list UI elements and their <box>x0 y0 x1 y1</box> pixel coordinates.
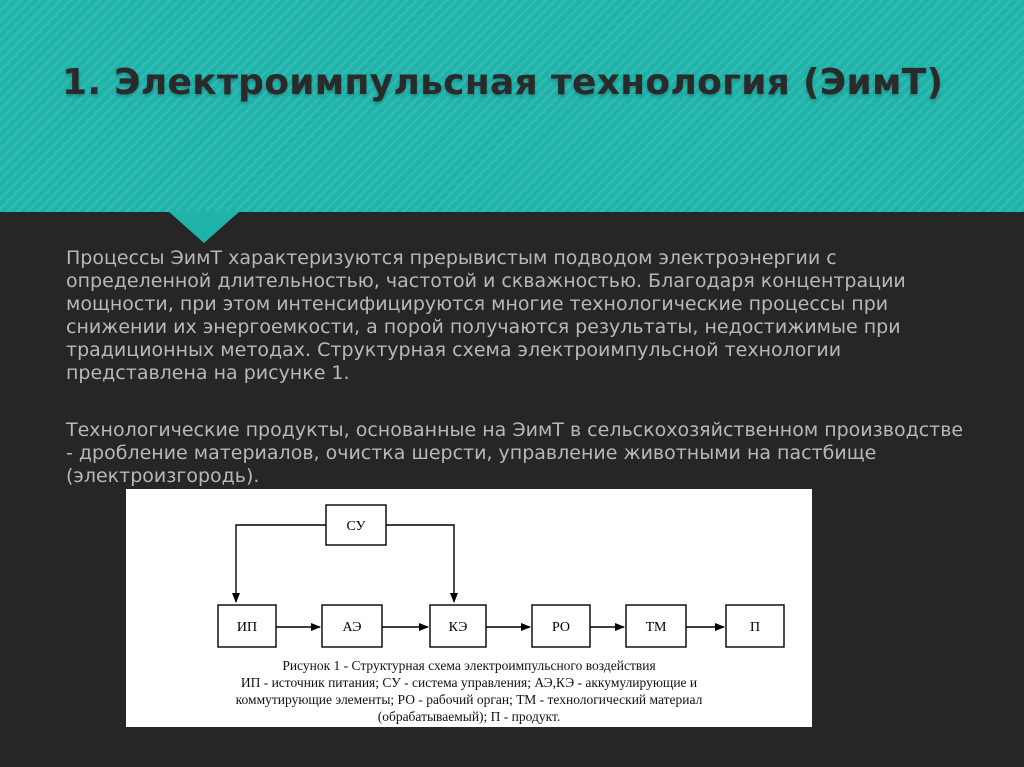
structure-diagram-figure <box>126 489 812 727</box>
block-tm <box>626 605 686 647</box>
svg-text:ИП: ИП <box>236 620 258 635</box>
paragraph-products: Технологические продукты, основанные на ЭимТ в сельскохозяйственном производстве - дробление материалов, очистка шерсти, управление животными на пастбище (электроизгородь). <box>66 419 964 487</box>
svg-text:АЭ: АЭ <box>342 620 362 635</box>
svg-text:П: П <box>749 620 761 635</box>
block-ip <box>218 605 276 647</box>
block-ae <box>322 605 382 647</box>
caption-line-2: ИП - источник питания; СУ - система управления; АЭ,КЭ - аккумулирующие и <box>240 675 698 690</box>
svg-text:КЭ: КЭ <box>448 620 468 635</box>
title-header <box>0 0 1024 212</box>
svg-text:СУ: СУ <box>346 519 366 534</box>
figure-caption <box>126 657 812 725</box>
caption-line-4: (обрабатываемый); П - продукт. <box>377 709 561 724</box>
block-ke <box>430 605 486 647</box>
block-ro <box>532 605 590 647</box>
caption-line-1: Рисунок 1 - Структурная схема электроимпульсного воздействия <box>282 658 656 673</box>
paragraph-processes: Процессы ЭимТ характеризуются прерывистым подводом электроэнергии с определенной длительностью, частотой и скважностью. Благодаря концентрации мощности, при этом интенсифицируются многие технологические процессы при снижении их энергоемкости, а порой получаются результаты, недостижимые при традиционных методах. Структурная схема электроимпульсной технологии представлена на рисунке 1. <box>66 247 906 384</box>
header-notch <box>168 211 240 243</box>
caption-line-3: коммутирующие элементы; РО - рабочий орган; ТМ - технологический материал <box>235 692 703 707</box>
connector-su-to-ip <box>236 525 326 602</box>
slide-title: 1. Электроимпульсная технология (ЭимТ) <box>62 62 944 103</box>
svg-text:РО: РО <box>551 620 571 635</box>
block-p <box>726 605 784 647</box>
connector-su-to-ke <box>386 525 454 602</box>
svg-text:ТМ: ТМ <box>645 620 667 635</box>
block-su <box>326 505 386 545</box>
